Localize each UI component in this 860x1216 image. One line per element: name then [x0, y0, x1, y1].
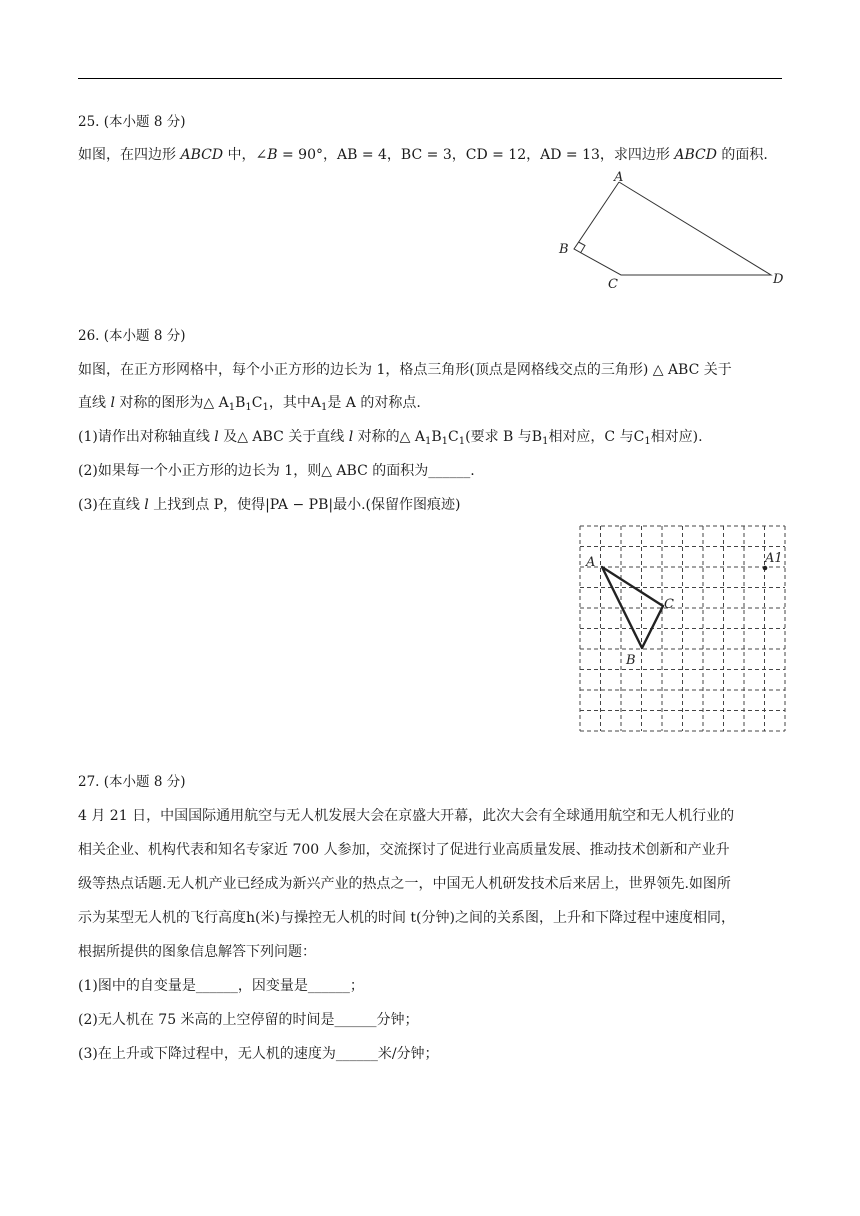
- q26-part1: (1)请作出对称轴直线 l 及△ ABC 关于直线 l 对称的△ $A_1B_1C_1$(要求 B 与$B_1$相对应，C 与$C_1$相对应).: [78, 429, 703, 447]
- q25-label-D: D: [773, 272, 784, 287]
- q26-label-C: C: [664, 597, 674, 612]
- top-rule: [78, 78, 782, 79]
- q27-part1: (1)图中的自变量是______，因变量是______；: [78, 978, 364, 994]
- q27-line-1: 4 月 21 日，中国国际通用航空与无人机发展大会在京盛大开幕，此次大会有全球通用航空和无人机行业的: [78, 808, 735, 824]
- q26-label-A: A: [586, 555, 596, 570]
- q26-header: 26. (本小题 8 分): [78, 328, 186, 344]
- q25-text: 如图，在四边形 ABCD 中，∠B = 90°，AB = 4，BC = 3，CD = 12，AD = 13，求四边形 ABCD 的面积.: [78, 147, 768, 163]
- q26-label-B: B: [626, 653, 636, 668]
- q26-part3: (3)在直线 l 上找到点 P，使得|PA − PB|最小.(保留作图痕迹): [78, 497, 461, 513]
- q27-line-3: 级等热点话题.无人机产业已经成为新兴产业的热点之一，中国无人机研发技术后来居上，世界领先.如图所: [78, 876, 731, 892]
- q26-part2: (2)如果每一个小正方形的边长为 1，则△ ABC 的面积为______.: [78, 463, 475, 479]
- q25-header: 25. (本小题 8 分): [78, 114, 186, 130]
- grid-lines: [580, 526, 785, 731]
- point-a1: [763, 566, 768, 571]
- q27-line-2: 相关企业、机构代表和知名专家近 700 人参加，交流探讨了促进行业高质量发展、推动技术创新和产业升: [78, 842, 730, 858]
- q25-label-B: B: [559, 242, 569, 257]
- q26-grid-figure: [575, 522, 791, 736]
- q27-line-5: 根据所提供的图象信息解答下列问题：: [78, 944, 316, 960]
- q25-label-A: A: [614, 170, 624, 185]
- q25-label-C: C: [608, 277, 618, 292]
- q26-label-A1: A1: [765, 551, 783, 566]
- q27-part3: (3)在上升或下降过程中，无人机的速度为______米/分钟；: [78, 1046, 439, 1062]
- q26-line1: 如图，在正方形网格中，每个小正方形的边长为 1，格点三角形(顶点是网格线交点的三角形) △ ABC 关于: [78, 362, 732, 378]
- q27-line-4: 示为某型无人机的飞行高度h(米)与操控无人机的时间 t(分钟)之间的关系图，上升和下降过程中速度相同，: [78, 910, 735, 926]
- q27-header: 27. (本小题 8 分): [78, 774, 186, 790]
- q26-line2: 直线 l 对称的图形为△ $A_1B_1C_1$，其中$A_1$是 A 的对称点.: [78, 395, 421, 413]
- q27-part2: (2)无人机在 75 米高的上空停留的时间是______分钟；: [78, 1012, 419, 1028]
- q25-quadrilateral-figure: [550, 165, 800, 295]
